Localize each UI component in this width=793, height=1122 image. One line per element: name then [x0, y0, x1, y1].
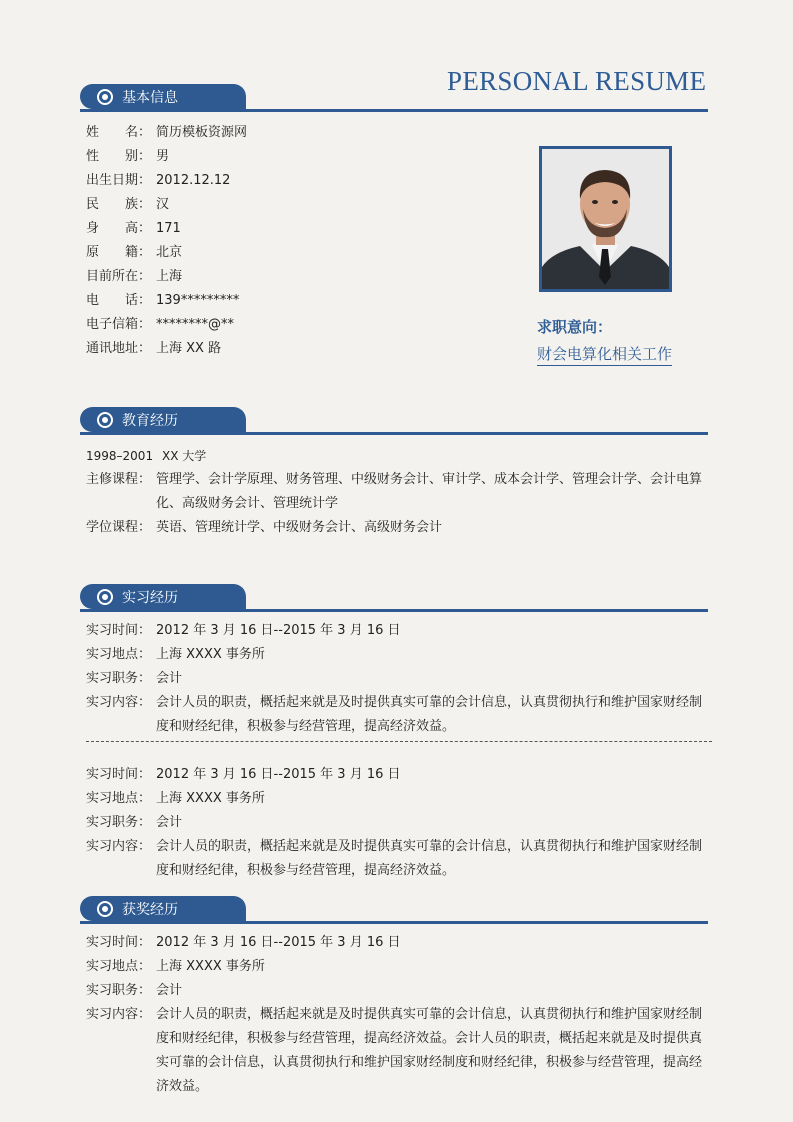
internship-role: 会计 — [156, 815, 183, 830]
section-divider — [80, 609, 708, 612]
section-title: 教育经历 — [122, 413, 178, 429]
info-label: 目前所在： — [86, 269, 152, 284]
education-degree-row — [86, 516, 706, 540]
info-row-location — [86, 265, 182, 289]
info-label: 民 族： — [86, 197, 152, 212]
internship-role-row — [86, 667, 182, 691]
internship-place-row — [86, 787, 265, 811]
info-value: 2012.12.12 — [156, 173, 231, 188]
internship-place-row — [86, 643, 265, 667]
award-content-row — [86, 1003, 706, 1099]
section-tab — [80, 896, 246, 921]
section-tab — [80, 84, 246, 109]
section-tab — [80, 584, 246, 609]
info-value: 汉 — [156, 197, 170, 212]
section-divider — [80, 432, 708, 435]
info-label: 出生日期： — [86, 173, 152, 188]
field-label: 实习内容： — [86, 839, 152, 854]
job-intent-value: 财会电算化相关工作 — [537, 343, 672, 366]
section-header-education — [80, 407, 708, 435]
degree-label: 学位课程： — [86, 520, 152, 535]
education-school: XX 大学 — [162, 449, 207, 463]
field-label: 实习职务： — [86, 815, 152, 830]
section-header-basic — [80, 84, 708, 112]
info-label: 姓 名： — [86, 125, 152, 140]
education-date: 1998–2001 — [86, 449, 154, 463]
info-value: 139********* — [156, 293, 240, 308]
internship-content-row — [86, 691, 706, 739]
section-header-awards — [80, 896, 708, 924]
education-major-row — [86, 468, 706, 516]
radio-icon — [97, 412, 113, 428]
internship-content: 会计人员的职责，概括起来就是及时提供真实可靠的会计信息，认真贯彻执行和维护国家财经制度和财经纪律，积极参与经营管理，提高经济效益。 — [156, 839, 703, 878]
radio-icon — [97, 901, 113, 917]
info-row-name — [86, 121, 247, 145]
internship-place: 上海 XXXX 事务所 — [156, 791, 265, 806]
field-label: 实习地点： — [86, 791, 152, 806]
section-tab — [80, 407, 246, 432]
info-row-gender — [86, 145, 169, 169]
award-role: 会计 — [156, 983, 183, 998]
major-courses: 管理学、会计学原理、财务管理、中级财务会计、审计学、成本会计学、管理会计学、会计电算化、高级财务会计、管理统计学 — [156, 472, 703, 511]
info-row-ethnicity — [86, 193, 169, 217]
info-label: 电 话： — [86, 293, 152, 308]
info-row-height — [86, 217, 181, 241]
internship-content: 会计人员的职责，概括起来就是及时提供真实可靠的会计信息，认真贯彻执行和维护国家财经制度和财经纪律，积极参与经营管理，提高经济效益。 — [156, 695, 703, 734]
field-label: 实习地点： — [86, 959, 152, 974]
award-time: 2012 年 3 月 16 日--2015 年 3 月 16 日 — [156, 935, 401, 950]
internship-time: 2012 年 3 月 16 日--2015 年 3 月 16 日 — [156, 623, 401, 638]
internship-time-row — [86, 763, 401, 787]
profile-photo — [539, 146, 672, 292]
internship-time-row — [86, 619, 401, 643]
info-label: 原 籍： — [86, 245, 152, 260]
radio-icon — [97, 89, 113, 105]
info-label: 通讯地址： — [86, 341, 152, 356]
info-value: 简历模板资源网 — [156, 125, 248, 140]
info-value: 北京 — [156, 245, 183, 260]
info-row-birthdate — [86, 169, 230, 193]
field-label: 实习职务： — [86, 983, 152, 998]
field-label: 实习地点： — [86, 647, 152, 662]
award-time-row — [86, 931, 401, 955]
major-label: 主修课程： — [86, 472, 152, 487]
info-value: 上海 XX 路 — [156, 341, 222, 356]
info-label: 电子信箱： — [86, 317, 152, 332]
section-title: 获奖经历 — [122, 902, 178, 918]
internship-time: 2012 年 3 月 16 日--2015 年 3 月 16 日 — [156, 767, 401, 782]
degree-courses: 英语、管理统计学、中级财务会计、高级财务会计 — [156, 520, 443, 535]
internship-place: 上海 XXXX 事务所 — [156, 647, 265, 662]
section-divider — [80, 109, 708, 112]
field-label: 实习内容： — [86, 1007, 152, 1022]
info-label: 性 别： — [86, 149, 152, 164]
section-header-internship — [80, 584, 708, 612]
award-place-row — [86, 955, 265, 979]
job-intent-label: 求职意向： — [537, 318, 613, 336]
award-role-row — [86, 979, 182, 1003]
section-title: 实习经历 — [122, 590, 178, 606]
field-label: 实习时间： — [86, 623, 152, 638]
info-label: 身 高： — [86, 221, 152, 236]
info-value: 男 — [156, 149, 170, 164]
resume-title: PERSONAL RESUME — [447, 66, 707, 96]
info-value: ********@** — [156, 317, 234, 332]
info-value: 上海 — [156, 269, 183, 284]
education-school-row — [86, 444, 206, 468]
info-row-address — [86, 337, 221, 361]
internship-content-row — [86, 835, 706, 883]
info-row-phone — [86, 289, 239, 313]
internship-role: 会计 — [156, 671, 183, 686]
entry-divider — [86, 741, 712, 742]
field-label: 实习内容： — [86, 695, 152, 710]
section-divider — [80, 921, 708, 924]
field-label: 实习职务： — [86, 671, 152, 686]
internship-role-row — [86, 811, 182, 835]
person-portrait-icon — [542, 149, 669, 289]
award-content: 会计人员的职责，概括起来就是及时提供真实可靠的会计信息，认真贯彻执行和维护国家财经制度和财经纪律，积极参与经营管理，提高经济效益。会计人员的职责，概括起来就是及时提供真实可靠的会计信息，认真贯彻执行和维护国家财经制度和财经纪律，积极参与经营管理，提高经济效益。 — [156, 1007, 703, 1094]
section-title: 基本信息 — [122, 90, 178, 106]
info-row-email — [86, 313, 234, 337]
radio-icon — [97, 589, 113, 605]
info-value: 171 — [156, 221, 181, 236]
field-label: 实习时间： — [86, 767, 152, 782]
info-row-origin — [86, 241, 182, 265]
field-label: 实习时间： — [86, 935, 152, 950]
award-place: 上海 XXXX 事务所 — [156, 959, 265, 974]
